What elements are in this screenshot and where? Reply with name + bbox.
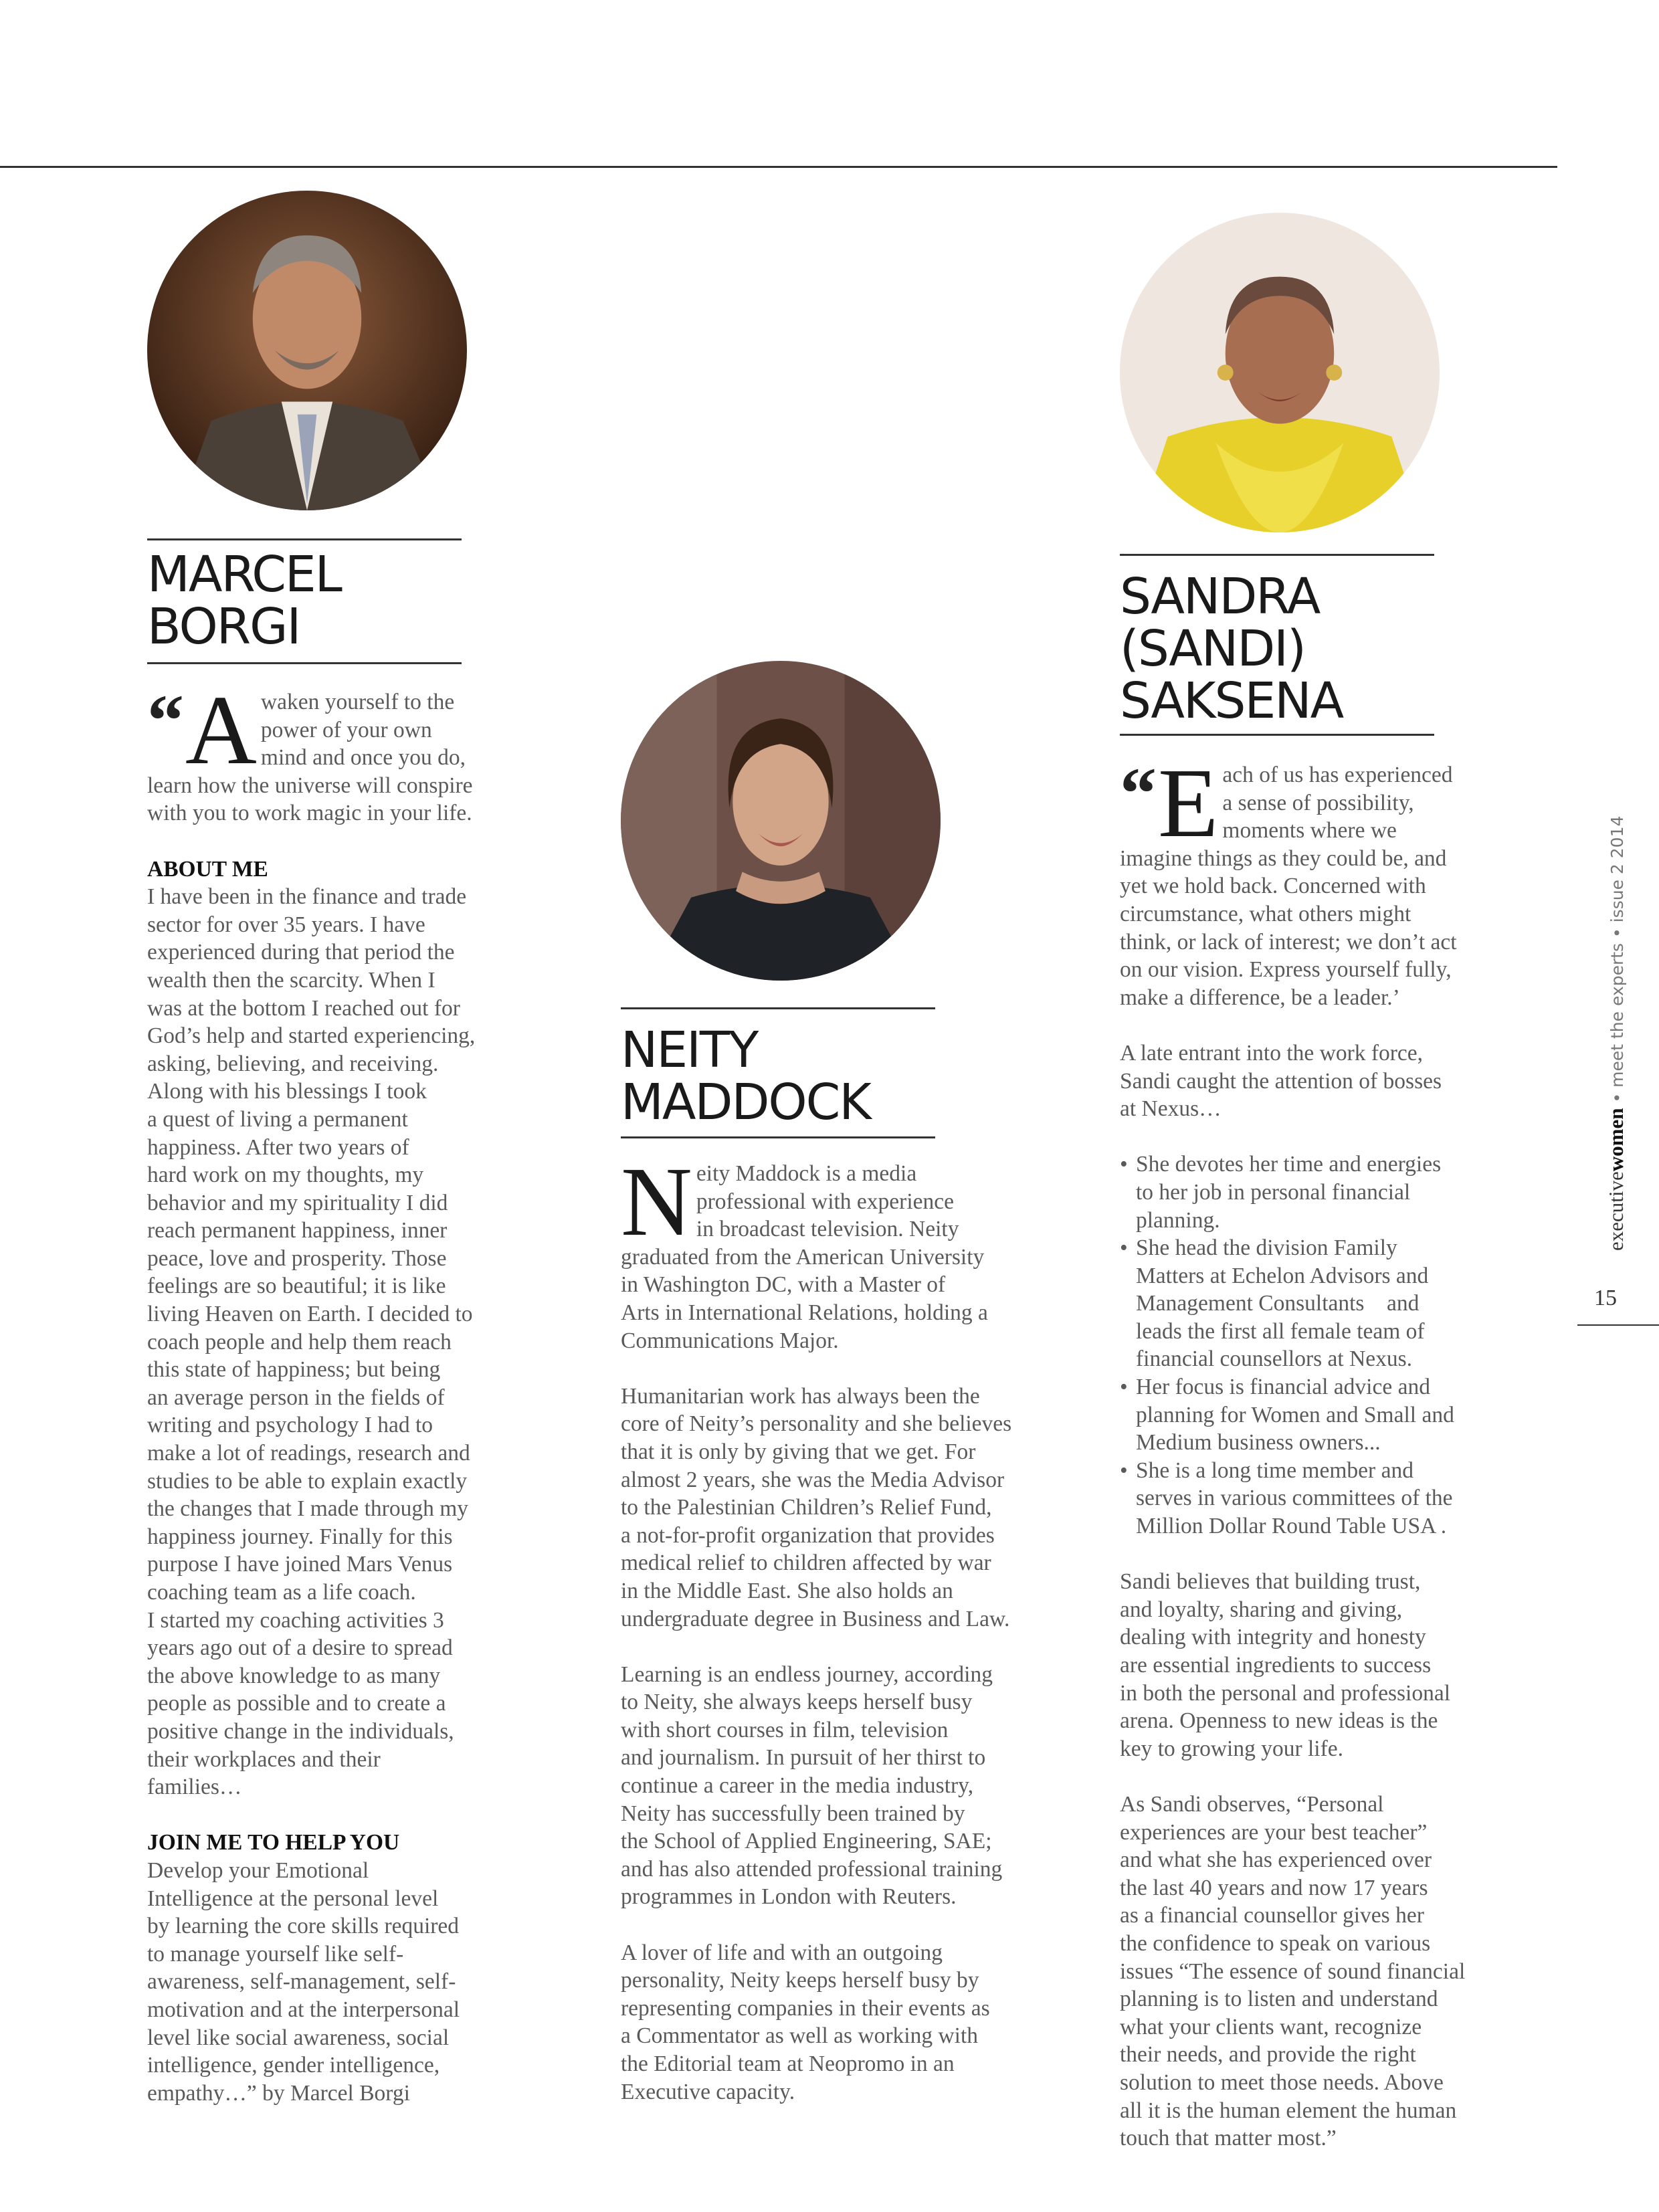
- list-item: • She head the division Family Matters at Echelon Advisors and Management Consultants and leads the first all female team of financial counsellors at Nexus.: [1120, 1234, 1501, 1373]
- list-item: • She is a long time member and serves in various committees of the Million Dollar Round Table USA .: [1120, 1457, 1501, 1540]
- top-rule: [0, 166, 1557, 168]
- intro-paragraph: N eity Maddock is a media professional with experience in broadcast television. Neity graduated from the American University in Washington DC, with a Master of Arts in International Relations, holding a Communications Major.: [621, 1147, 988, 1353]
- issue-label: issue 2 2014: [1607, 815, 1627, 923]
- drop-cap: A: [185, 676, 257, 785]
- intro-paragraph: A late entrant into the work force, Sandi caught the attention of bosses at Nexus…: [1120, 1040, 1442, 1122]
- section-label: meet the experts: [1607, 942, 1627, 1088]
- list-item: • Her focus is financial advice and planning for Women and Small and Medium business owners...: [1120, 1373, 1501, 1457]
- expert-name: NEITY MADDOCK: [621, 1021, 870, 1131]
- expert-quote: “ A waken yourself to the power of your own mind and once you do, learn how the universe will conspire with you to work magic in your life.: [147, 676, 473, 826]
- portrait-sandra-saksena: [1120, 213, 1440, 532]
- paragraph: Learning is an endless journey, according to Neity, she always keeps herself busy with short courses in film, television and journalism. In pursuit of her thirst to continue a career in the media industry, Neity has successfully been trained by the School of Applied Engineering, SAE; and has also attended professional training programmes in London with Reuters.: [621, 1662, 1003, 1910]
- paragraph: A lover of life and with an outgoing personality, Neity keeps herself busy by representing companies in their events as a Commentator as well as working with the Editorial team at Neopromo in an Executive capacity.: [621, 1940, 990, 2104]
- page-number-rule: [1577, 1324, 1659, 1326]
- expert-quote: “ E ach of us has experienced a sense of possibility, moments where we imagine things as they could be, and yet we hold back. Concerned with circumstance, what others might think, or lack of interest; we don’t act on our vision. Express yourself fully, make a difference, be a leader.’: [1120, 748, 1457, 1010]
- portrait-marcel-borgi: [147, 191, 467, 510]
- about-heading: ABOUT ME: [147, 856, 268, 882]
- portrait-neity-maddock: [621, 661, 941, 981]
- profile-marcel-borgi: [147, 191, 508, 2107]
- about-section: ABOUT ME I have been in the finance and trade sector for over 35 years. I have experienced during that period the wealth then the scarcity. When I was at the bottom I reached out for God’s help and started experiencing, asking, believing, and receiving. Along with his blessings I took a quest of living a permanent happiness. After two years of hard work on my thoughts, my behavior and my spirituality I did reach permanent happiness, inner peace, love and prosperity. Those feelings are so beautiful; it is like living Heaven on Earth. I decided to coach people and help them reach this state of happiness; but being an average person in the fields of writing and psychology I had to make a lot of readings, research and studies to be able to explain exactly the changes that I made through my happiness journey. Finally for this purpose I have joined Mars Venus coaching team as a life coach. I started my coaching activities 3 years ago out of a desire to spread the above knowledge to as many people as possible and to create a positive change in the individuals, their workplaces and their families…: [147, 856, 508, 1801]
- drop-cap: N: [621, 1147, 692, 1257]
- profile-sandra-saksena: [1120, 213, 1501, 2152]
- name-rule-top: [147, 538, 462, 540]
- page-number: 15: [1594, 1286, 1617, 1310]
- publication-brand: executivewomen: [1604, 1108, 1628, 1251]
- paragraph: As Sandi observes, “Personal experiences are your best teacher” and what she has experienced over the last 40 years and now 17 years as a financial counsellor gives her the confidence to speak on various issues “The essence of sound financial planning is to listen and understand what your clients want, recognize their needs, and provide the right solution to meet those needs. Above all it is the human element the human touch that matter most.”: [1120, 1791, 1466, 2151]
- paragraph: Humanitarian work has always been the core of Neity’s personality and she believes that it is only by giving that we get. For almost 2 years, she was the Media Advisor to the Palestinian Children’s Relief Fund, a not-for-profit organization that provides medical relief to children affected by war in the Middle East. She also holds an undergraduate degree in Business and Law.: [621, 1383, 1012, 1631]
- join-section: JOIN ME TO HELP YOU Develop your Emotional Intelligence at the personal level by learning the core skills required to manage yourself like self- awareness, self-management, self- motivation and at the interpersonal level like social awareness, social intelligence, gender intelligence, empathy…” by Marcel Borgi: [147, 1829, 508, 2107]
- paragraph: Sandi believes that building trust, and loyalty, sharing and giving, dealing with integrity and honesty are essential ingredients to success in both the personal and professional arena. Openness to new ideas is the key to growing your life.: [1120, 1569, 1451, 1761]
- running-header: executivewomen • meet the experts • issue 2 2014: [1604, 815, 1628, 1251]
- quote-mark: “: [147, 680, 184, 761]
- name-rule-top: [1120, 554, 1434, 556]
- expert-name: SANDRA (SANDI) SAKSENA: [1120, 568, 1343, 730]
- name-rule-top: [621, 1007, 935, 1009]
- drop-cap: E: [1158, 748, 1219, 858]
- join-heading: JOIN ME TO HELP YOU: [147, 1830, 400, 1855]
- highlights-list: [1120, 1150, 1501, 1540]
- profile-neity-maddock: [621, 661, 1022, 2106]
- quote-mark: “: [1120, 752, 1157, 834]
- list-item: • She devotes her time and energies to her job in personal financial planning.: [1120, 1150, 1501, 1234]
- expert-name: MARCEL BORGI: [147, 546, 341, 656]
